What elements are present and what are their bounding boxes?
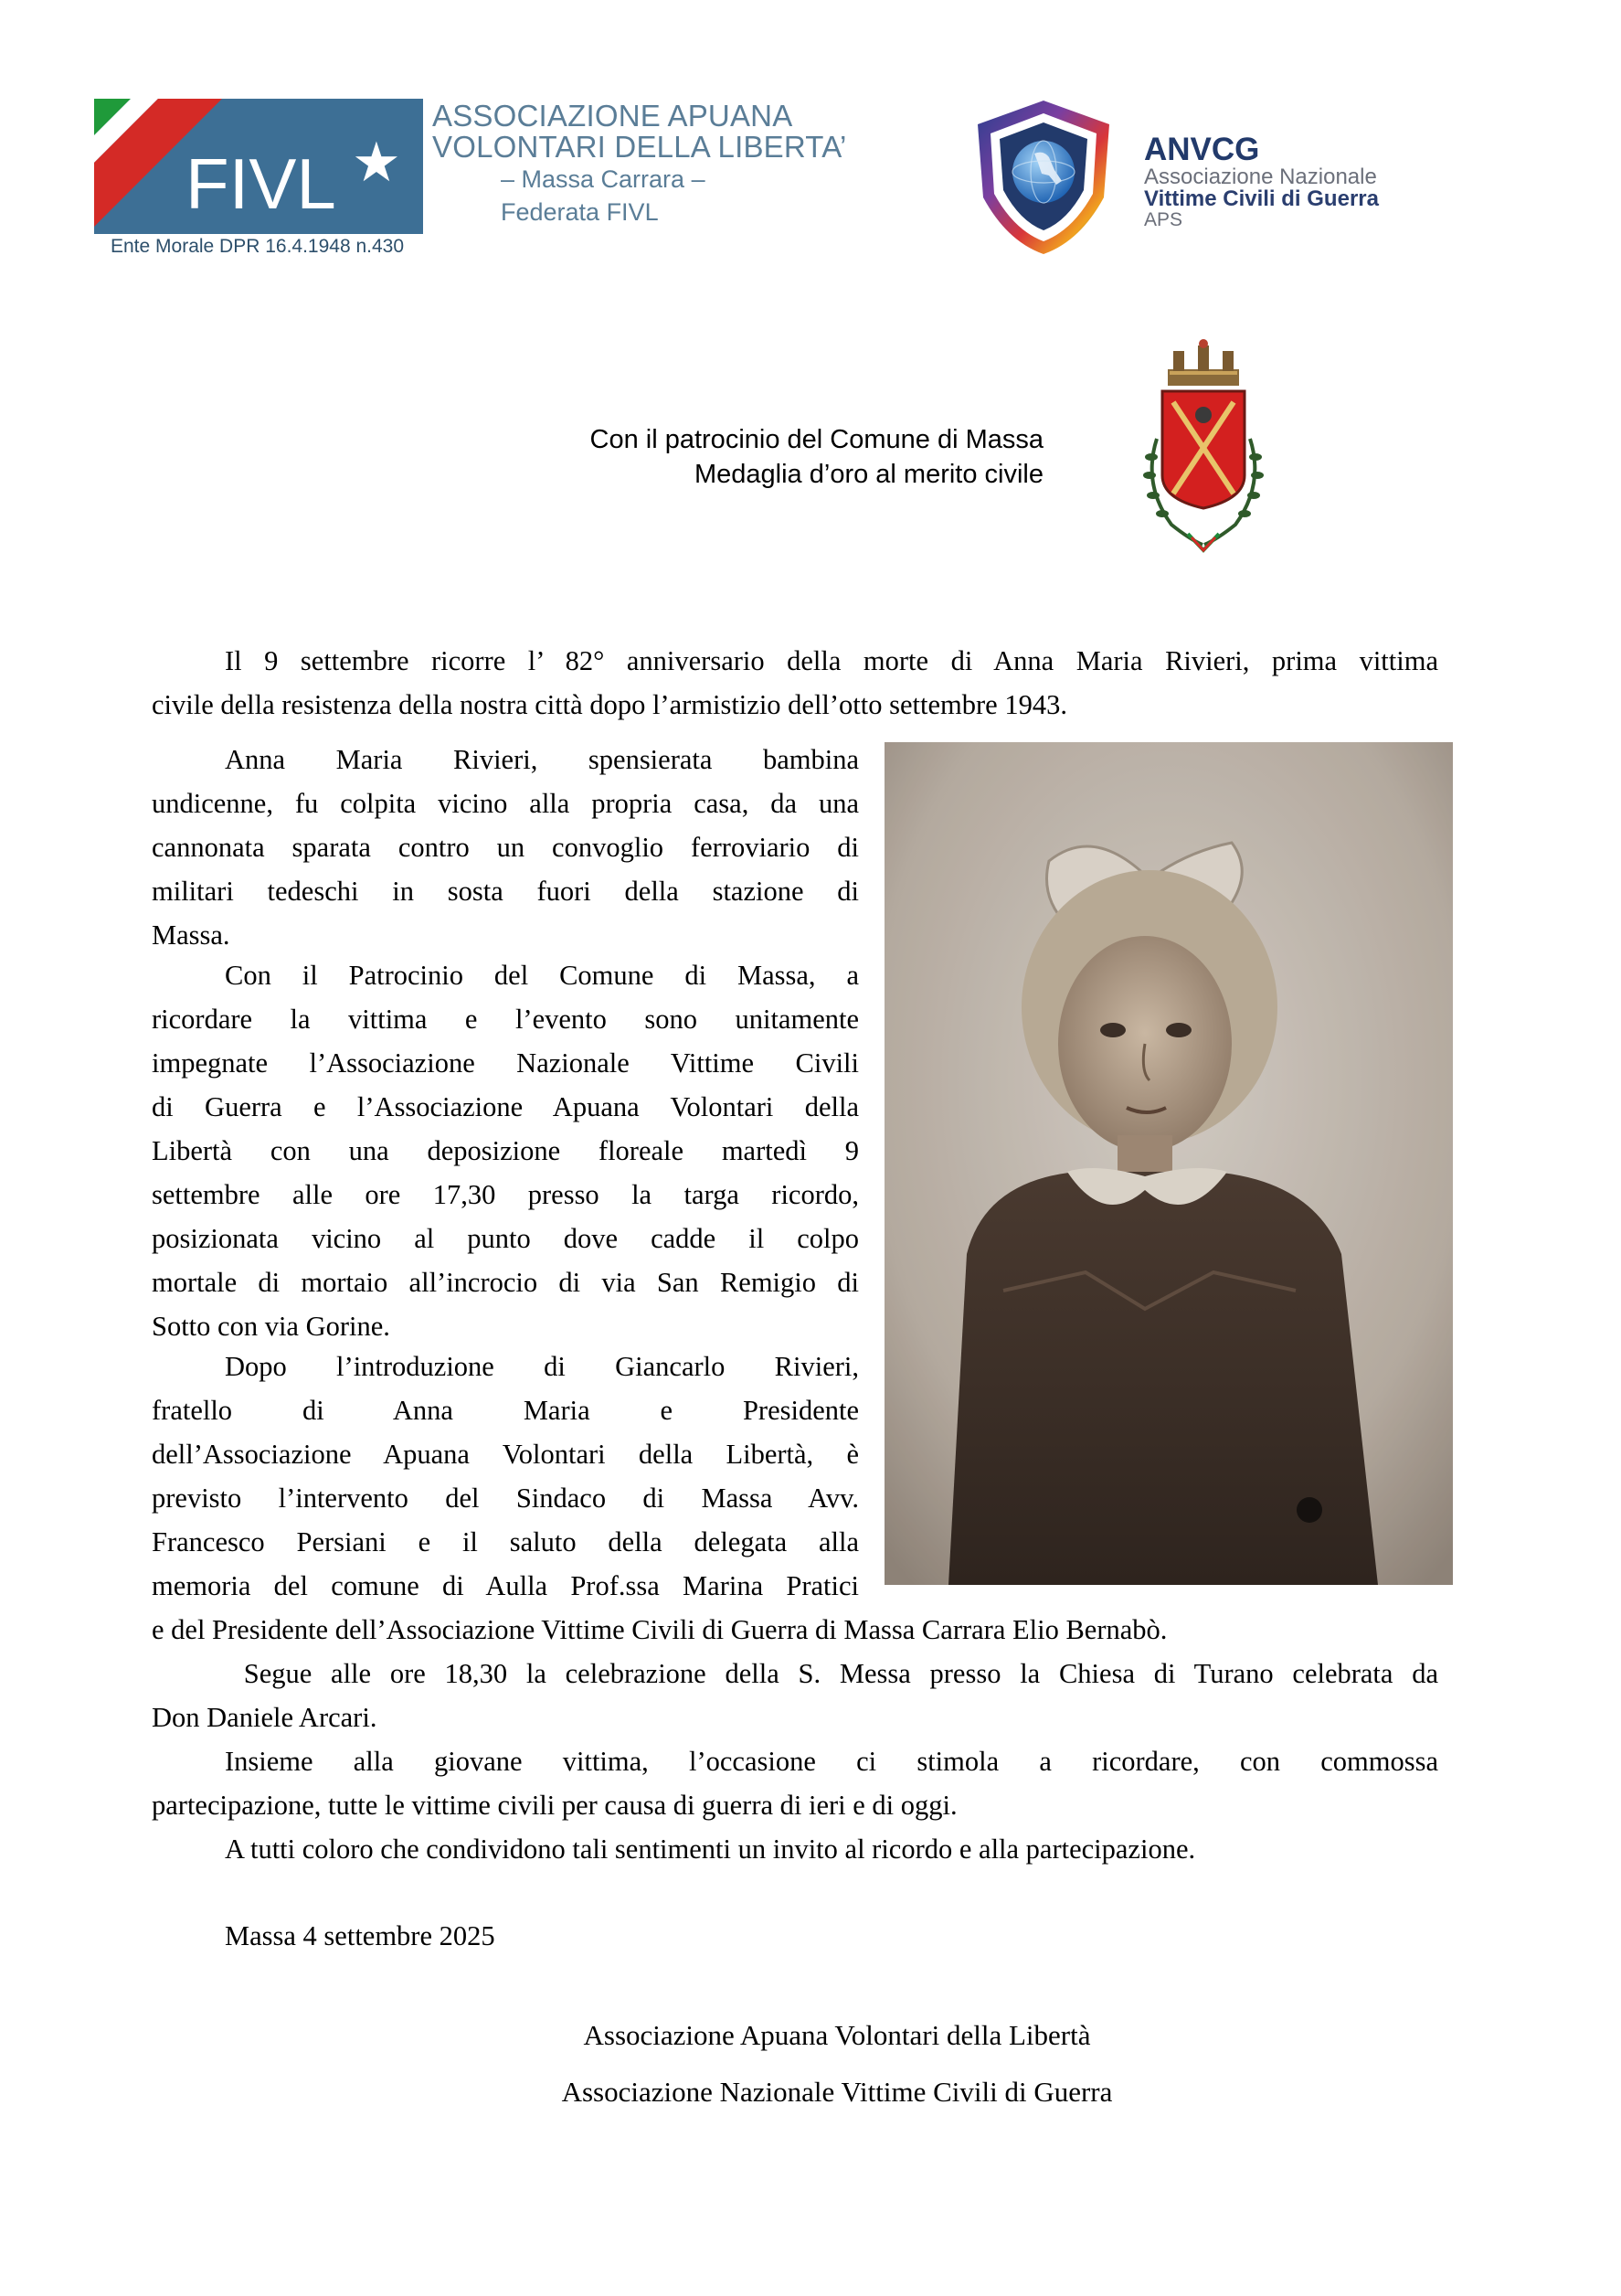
patronage-line-1: Con il patrocinio del Comune di Massa	[589, 425, 1044, 454]
p4-line-5: Francesco Persiani e il saluto della delegata alla	[152, 1526, 859, 1557]
assoc-line-2: VOLONTARI DELLA LIBERTA’	[432, 130, 847, 164]
p6-line-1: Insieme alla giovane vittima, l’occasione ci stimola a ricordare, con commossa	[225, 1746, 1438, 1777]
paragraph-4-last-line	[152, 1608, 1438, 1652]
paragraph-3	[152, 953, 859, 1348]
p3-line-2: ricordare la vittima e l’evento sono unitamente	[152, 1004, 859, 1035]
paragraph-2	[152, 738, 859, 957]
fivl-association-name	[432, 99, 847, 229]
p3-line-4: di Guerra e l’Associazione Apuana Volontari della	[152, 1091, 859, 1122]
p4-line-2: fratello di Anna Maria e Presidente	[152, 1395, 859, 1426]
paragraph-5	[152, 1652, 1438, 1739]
p3-line-8: mortale di mortaio all’incrocio di via San Remigio di	[152, 1267, 859, 1298]
paragraph-7	[152, 1827, 1438, 1871]
p3-line-6: settembre alle ore 17,30 presso la targa ricordo,	[152, 1179, 859, 1210]
anvcg-subtitle-1: Associazione Nazionale	[1144, 165, 1377, 189]
anvcg-text	[1144, 133, 1379, 230]
fivl-caption: Ente Morale DPR 16.4.1948 n.430	[111, 236, 405, 257]
fivl-badge-text: FIVL	[185, 144, 336, 224]
p4-line-7: e del Presidente dell’Associazione Vittime Civili di Guerra di Massa Carrara Elio Bernabò.	[152, 1614, 1168, 1645]
date-line: Massa 4 settembre 2025	[225, 1920, 495, 1951]
p3-line-5: Libertà con una deposizione floreale martedì 9	[152, 1135, 859, 1166]
p1-line-2: civile della resistenza della nostra città dopo l’armistizio dell’otto settembre 1943.	[152, 689, 1067, 720]
p3-line-9: Sotto con via Gorine.	[152, 1311, 390, 1342]
p5-line-1: Segue alle ore 18,30 la celebrazione della S. Messa presso la Chiesa di Turano celebrata da	[225, 1658, 1438, 1689]
p4-line-3: dell’Associazione Apuana Volontari della Libertà, è	[152, 1439, 859, 1470]
paragraph-4	[152, 1345, 859, 1608]
p2-line-4: militari tedeschi in sosta fuori della stazione di	[152, 876, 859, 907]
p5-line-2: Don Daniele Arcari.	[152, 1702, 377, 1733]
assoc-line-3: – Massa Carrara –	[501, 165, 705, 193]
star-icon: ★	[352, 131, 401, 195]
anvcg-logo	[970, 97, 1409, 261]
fivl-badge	[94, 99, 423, 234]
p2-line-5: Massa.	[152, 919, 230, 951]
p4-line-4: previsto l’intervento del Sindaco di Massa Avv.	[152, 1483, 859, 1514]
anvcg-subtitle-3: APS	[1144, 209, 1183, 230]
p4-line-1: Dopo l’introduzione di Giancarlo Rivieri,	[225, 1351, 859, 1382]
patronage-text	[393, 422, 1044, 492]
p1-line-1: Il 9 settembre ricorre l’ 82° anniversario della morte di Anna Maria Rivieri, prima vittima	[225, 645, 1438, 676]
p7-line-1: A tutti coloro che condividono tali sentimenti un invito al ricordo e alla partecipazione.	[225, 1834, 1196, 1865]
fivl-logo	[94, 99, 847, 263]
p4-line-6: memoria del comune di Aulla Prof.ssa Marina Pratici	[152, 1570, 859, 1601]
p3-line-1: Con il Patrocinio del Comune di Massa, a	[225, 960, 859, 991]
p2-line-3: cannonata sparata contro un convoglio ferroviario di	[152, 832, 859, 863]
p3-line-3: impegnate l’Associazione Nazionale Vittime Civili	[152, 1047, 859, 1079]
p6-line-2: partecipazione, tutte le vittime civili per causa di guerra di ieri e di oggi.	[152, 1790, 958, 1821]
paragraph-1	[152, 639, 1438, 727]
signature-line-2: Associazione Nazionale Vittime Civili di Guerra	[561, 2076, 1113, 2108]
portrait-photo	[885, 742, 1453, 1585]
signature-line-1: Associazione Apuana Volontari della Libertà	[583, 2019, 1091, 2051]
anvcg-subtitle-2: Vittime Civili di Guerra	[1144, 186, 1379, 211]
coat-of-arms-icon	[1129, 338, 1277, 561]
patronage-line-2: Medaglia d’oro al merito civile	[694, 460, 1044, 489]
paragraph-6	[152, 1739, 1438, 1827]
p3-line-7: posizionata vicino al punto dove cadde il colpo	[152, 1223, 859, 1254]
anvcg-title: ANVCG	[1144, 132, 1260, 167]
p2-line-2: undicenne, fu colpita vicino alla propria casa, da una	[152, 788, 859, 819]
assoc-line-1: ASSOCIAZIONE APUANA	[432, 99, 793, 133]
shield-globe-icon	[970, 97, 1117, 256]
p2-line-1: Anna Maria Rivieri, spensierata bambina	[225, 744, 859, 775]
assoc-line-4: Federata FIVL	[501, 198, 659, 226]
